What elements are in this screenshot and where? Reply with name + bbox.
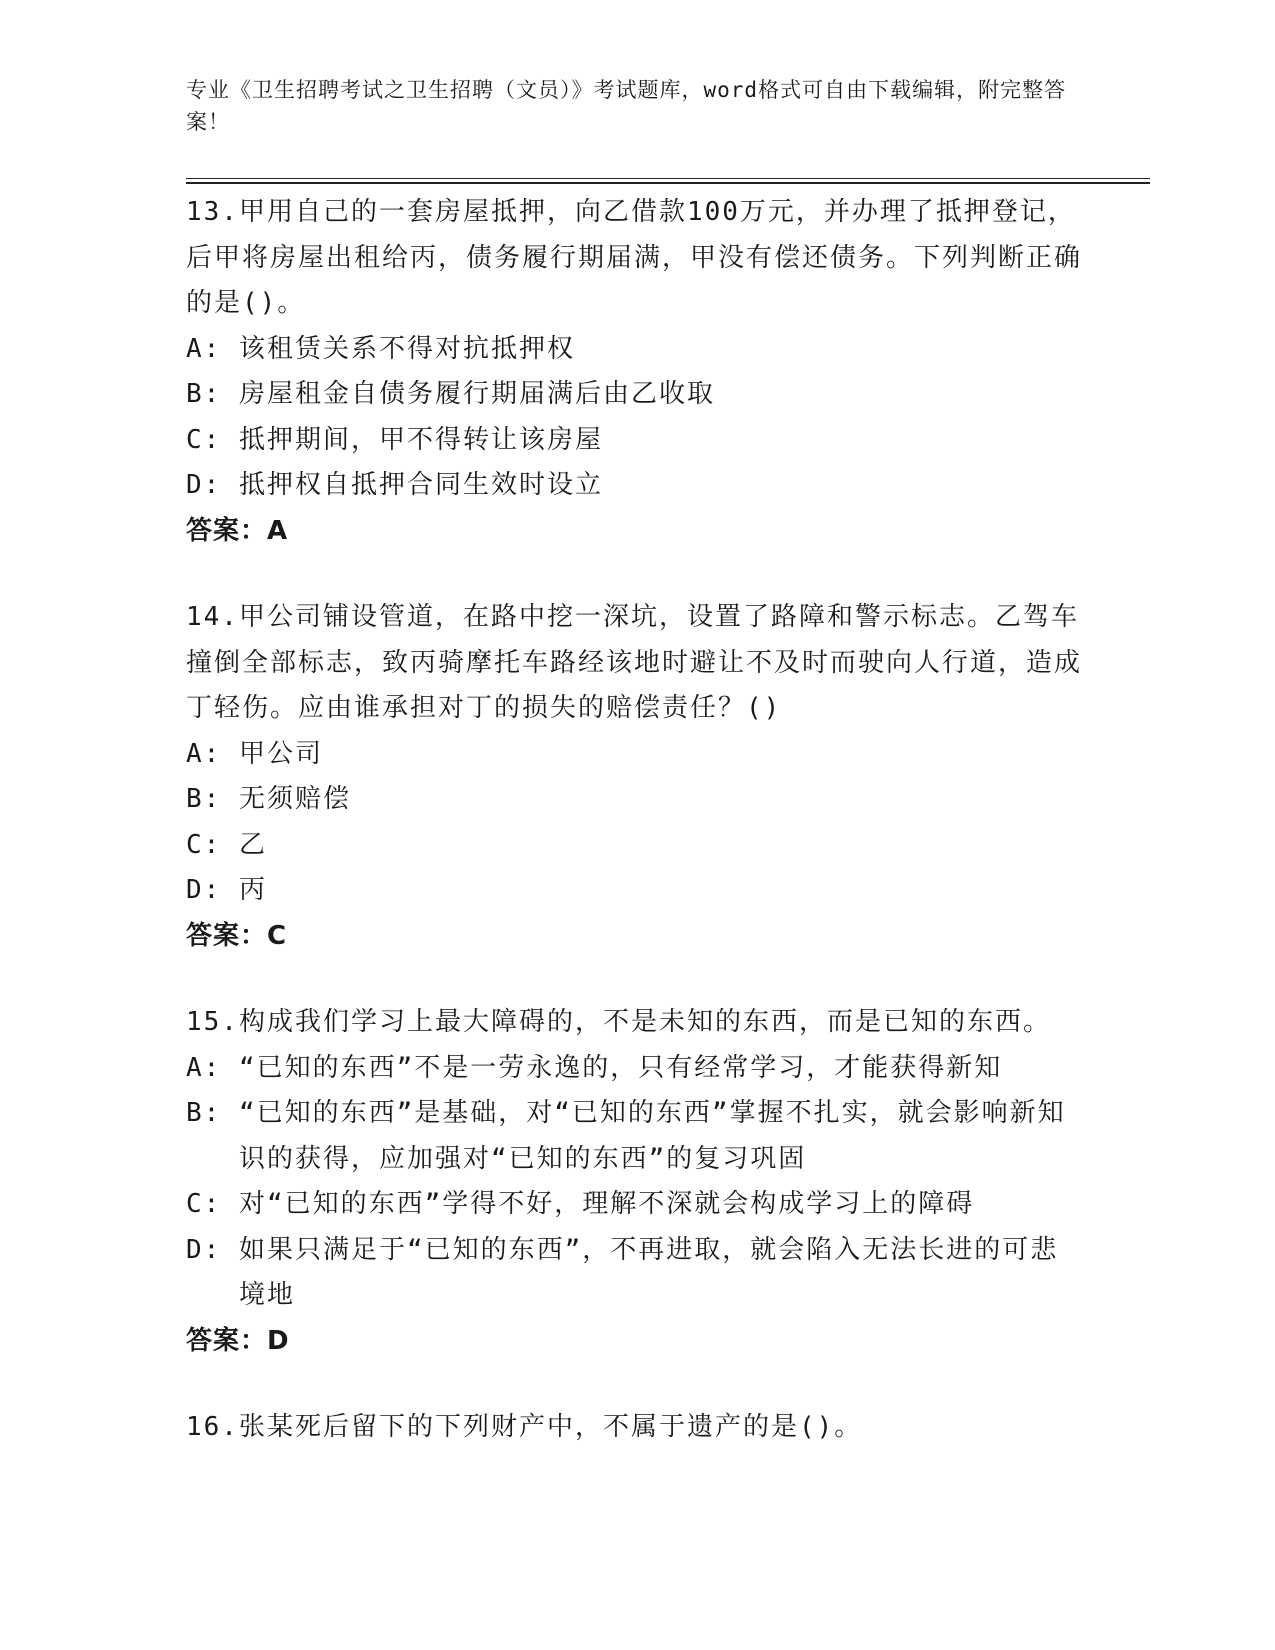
question-stem: 14.甲公司铺设管道，在路中挖一深坑，设置了路障和警示标志。乙驾车撞倒全部标志，致丙骑摩托车路经该地时避让不及时而驶向人行道，造成丁轻伤。应由谁承担对丁的损失的赔偿责任？(): [186, 602, 1083, 723]
answer-label: 答案：D: [186, 1325, 290, 1356]
option-c: [186, 823, 1086, 869]
option-text: “已知的东西”是基础，对“已知的东西”掌握不扎实，就会影响新知识的获得，应加强对“已知的东西”的复习巩固: [238, 1098, 1066, 1174]
option-text: 抵押期间，甲不得转让该房屋: [238, 424, 603, 455]
option-d: [186, 463, 1086, 509]
option-b: [186, 777, 1086, 823]
option-text: 抵押权自抵押合同生效时设立: [238, 470, 603, 500]
question-13: [186, 190, 1086, 554]
option-letter: A:: [186, 333, 239, 364]
option-b: [186, 372, 1086, 418]
option-letter: B:: [186, 379, 239, 409]
question-14: [186, 595, 1086, 959]
option-b: [186, 1091, 1086, 1182]
option-a: [186, 327, 1086, 373]
option-text: “已知的东西”不是一劳永逸的，只有经常学习，才能获得新知: [238, 1052, 1003, 1083]
option-d: [186, 868, 1086, 914]
option-text: 乙: [238, 829, 267, 860]
option-d: [186, 1228, 1086, 1319]
option-letter: A:: [186, 1052, 239, 1083]
question-stem: 16.张某死后留下的下列财产中，不属于遗产的是()。: [186, 1412, 863, 1442]
question-list: [186, 190, 1086, 1492]
option-text: 该租赁关系不得对抗抵押权: [238, 333, 575, 364]
option-text: 房屋租金自债务履行期届满后由乙收取: [238, 379, 715, 409]
option-letter: C:: [186, 1189, 239, 1219]
option-letter: C:: [186, 829, 239, 860]
document-header: [186, 74, 1076, 138]
option-text: 如果只满足于“已知的东西”，不再进取，就会陷入无法长进的可悲境地: [238, 1234, 1059, 1310]
answer-label: 答案：A: [186, 515, 289, 546]
option-text: 对“已知的东西”学得不好，理解不深就会构成学习上的障碍: [238, 1189, 975, 1219]
question-stem: 15.构成我们学习上最大障碍的，不是未知的东西，而是已知的东西。: [186, 1007, 1051, 1037]
option-c: [186, 1182, 1086, 1228]
option-a: [186, 732, 1086, 778]
header-divider: [186, 178, 1150, 179]
option-letter: D:: [186, 1234, 239, 1265]
option-letter: D:: [186, 875, 239, 905]
question-16: [186, 1405, 1086, 1451]
option-c: [186, 418, 1086, 464]
option-letter: B:: [186, 784, 239, 814]
answer-label: 答案：C: [186, 920, 288, 951]
option-text: 丙: [238, 875, 267, 905]
option-letter: D:: [186, 470, 239, 500]
option-text: 无须赔偿: [238, 784, 351, 814]
option-a: [186, 1046, 1086, 1092]
header-divider-thick: [186, 182, 1150, 184]
option-text: 甲公司: [238, 738, 323, 769]
option-letter: C:: [186, 424, 239, 455]
header-text: 专业《卫生招聘考试之卫生招聘（文员）》考试题库，word格式可自由下载编辑，附完整答案！: [186, 78, 1067, 134]
question-15: [186, 1000, 1086, 1364]
question-stem: 13.甲用自己的一套房屋抵押，向乙借款100万元，并办理了抵押登记，后甲将房屋出租给丙，债务履行期届满，甲没有偿还债务。下列判断正确的是()。: [186, 197, 1083, 318]
option-letter: A:: [186, 738, 239, 769]
option-letter: B:: [186, 1098, 239, 1128]
